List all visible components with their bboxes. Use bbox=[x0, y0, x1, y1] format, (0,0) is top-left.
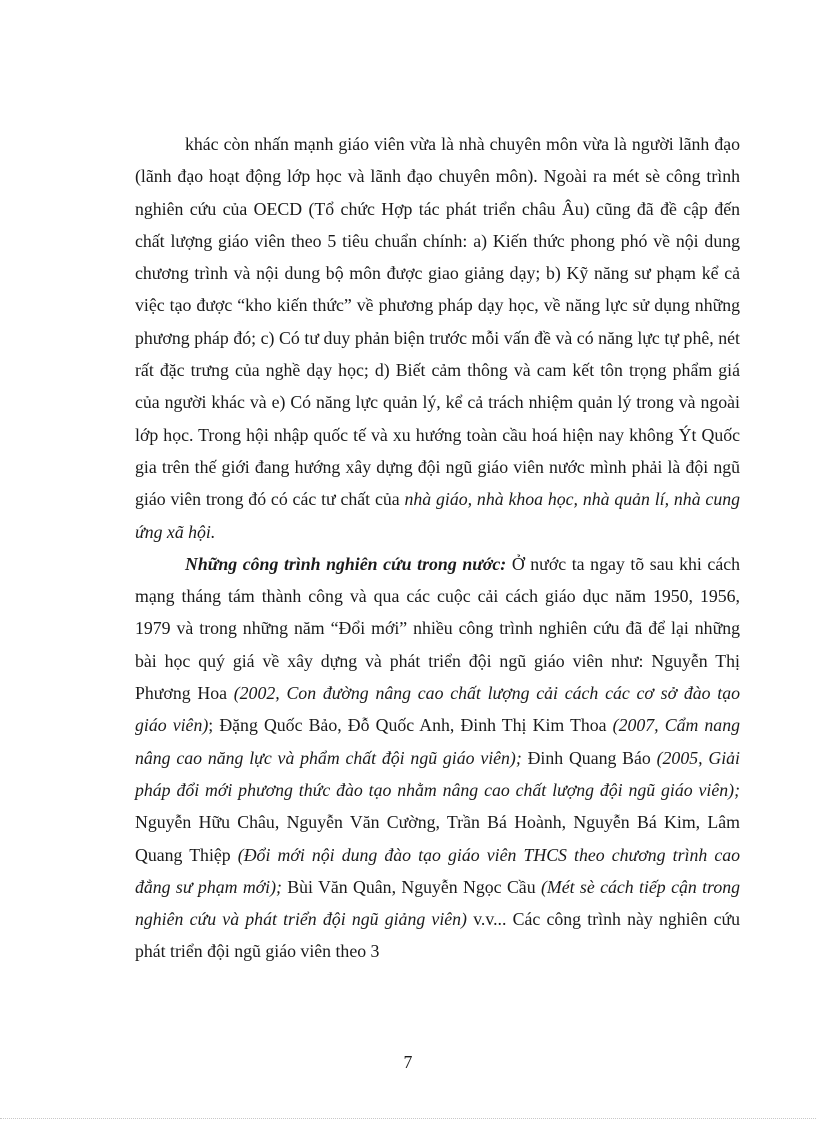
author-names: Nguyễn Hữu Châu, Nguyễn Văn Cường, Trần Bá Hoành, Nguyễn Bá Kim, Lâm Quang Thiệp bbox=[135, 812, 740, 865]
italic-phrase: nhà giáo, nhà khoa học, nhà quản lí, nhà cung ứng xã hội. bbox=[135, 489, 740, 542]
body-text bbox=[135, 128, 740, 968]
paragraph bbox=[135, 548, 740, 968]
work-citation: (2002, Con đường nâng cao chất lượng cải cách các cơ sở đào tạo giáo viên) bbox=[135, 683, 740, 736]
work-citation: (Đổi mới nội dung đào tạo giáo viên THCS theo chương trình cao đẳng sư phạm mới); bbox=[135, 844, 741, 897]
work-citation: (Mét sè cách tiếp cận trong nghiên cứu và phát triển đội ngũ giảng viên) bbox=[135, 876, 740, 930]
page-bottom-divider bbox=[0, 1118, 816, 1119]
paragraph-text: khác còn nhấn mạnh giáo viên vừa là nhà chuyên môn vừa là người lãnh đạo (lãnh đạo hoạt động lớp học và lãnh đạo chuyên môn). Ngoài ra mét sè công trình nghiên cứu của OECD (Tổ chức Hợp tác phát triển châu Âu) cũng đã đề cập đến chất lượng giáo viên theo 5 tiêu chuẩn chính: a) Kiến thức phong phó về nội dung chương trình và nội dung bộ môn được giao giảng dạy; b) Kỹ năng sư phạm kể cả việc tạo được “kho kiến thức” về phương pháp dạy học, về năng lực sử dụng những phương pháp đó; c) Có tư duy phản biện trước mỗi vấn đề và có năng lực tự phê, nét rất đặc trưng của nghề dạy học; d) Biết cảm thông và cam kết tôn trọng phẩm giá của người khác và e) Có năng lực quản lý, kể cả trách nhiệm quản lý trong và ngoài lớp học. Trong hội nhập quốc tế và xu hướng toàn cầu hoá hiện nay không Ýt Quốc gia trên thế giới đang hướng xây dựng đội ngũ giáo viên nước mình phải là đội ngũ giáo viên trong đó có các tư chất của bbox=[135, 134, 740, 510]
page-number: 7 bbox=[403, 1052, 413, 1072]
author-names: Đinh Quang Báo bbox=[521, 747, 657, 768]
author-names: Nguyễn Thị Phương Hoa bbox=[135, 650, 740, 704]
author-names: Bùi Văn Quân, Nguyễn Ngọc Cầu bbox=[281, 876, 541, 897]
author-names: ; Đặng Quốc Bảo, Đỗ Quốc Anh, Đinh Thị Kim Thoa bbox=[208, 715, 613, 736]
work-citation: (2007, Cẩm nang nâng cao năng lực và phẩm chất đội ngũ giáo viên); bbox=[135, 715, 740, 768]
paragraph-text: v.v... Các công trình này nghiên cứu phát triển đội ngũ giáo viên theo 3 bbox=[135, 909, 740, 962]
work-citation: (2005, Giải pháp đổi mới phương thức đào tạo nhằm nâng cao chất lượng đội ngũ giáo viên); bbox=[135, 747, 740, 800]
paragraph-text: Ở nước ta ngay tõ sau khi cách mạng tháng tám thành công và qua các cuộc cải cách giáo dục năm 1950, 1956, 1979 và trong những năm “Đổi mới” nhiều công trình nghiên cứu đã để lại những bài học quý giá về xây dựng và phát triển đội ngũ giáo viên như: bbox=[135, 553, 741, 671]
section-heading: Những công trình nghiên cứu trong nước: bbox=[185, 553, 507, 574]
paragraph bbox=[135, 128, 740, 548]
